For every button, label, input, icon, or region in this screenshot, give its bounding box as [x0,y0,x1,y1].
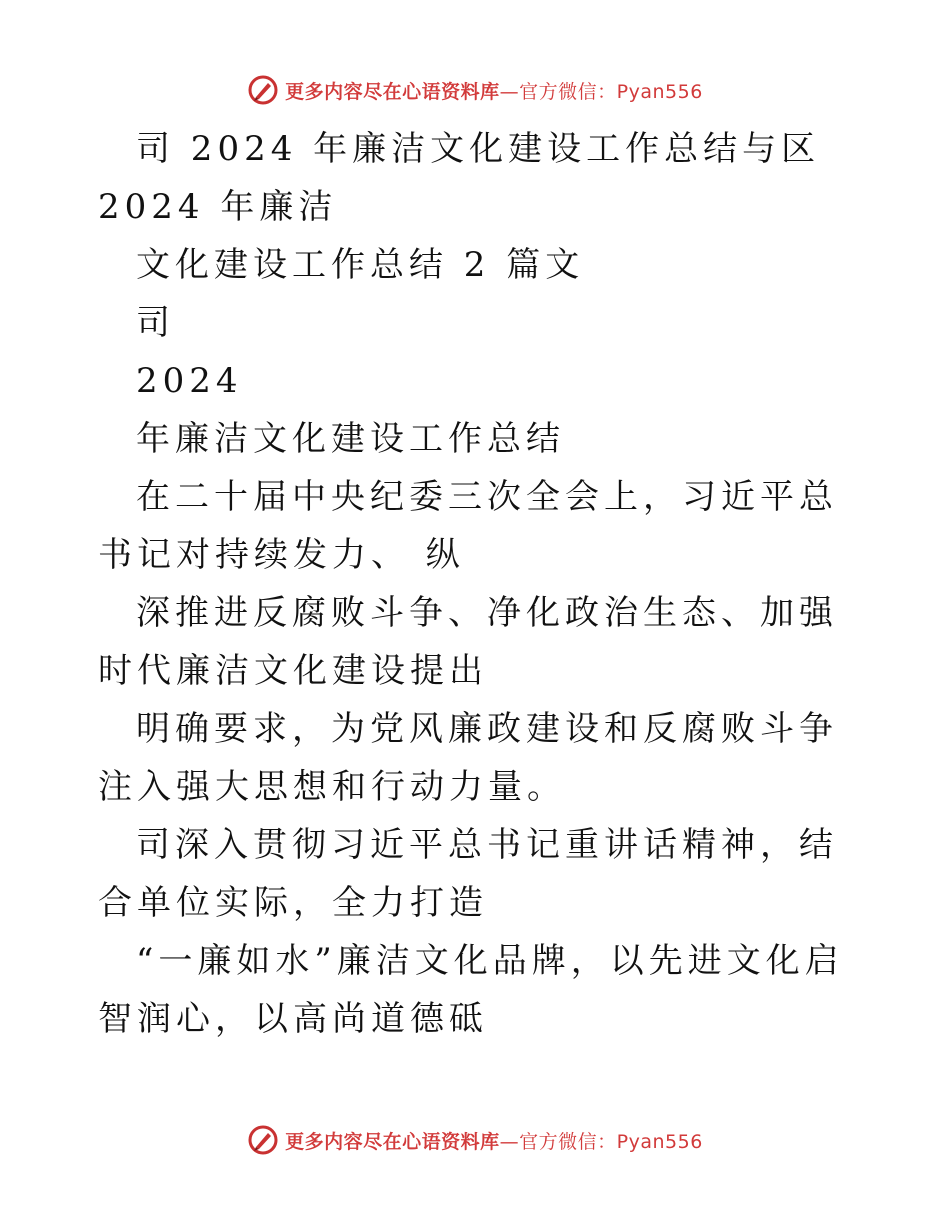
body-paragraph-2: 深推进反腐败斗争、净化政治生态、加强时代廉洁文化建设提出 [98,593,838,691]
watermark-title: 更多内容尽在心语资料库 [285,80,500,103]
watermark-wechat: 官方微信：Pyan556 [519,80,703,103]
watermark-header [0,70,950,110]
pen-logo-icon [247,74,279,106]
body-paragraph-5: “一廉如水”廉洁文化品牌，以先进文化启智润心，以高尚道德砥 [98,941,844,1039]
watermark-text [285,77,703,104]
title-line-4: 2024 [136,361,243,401]
title-line-3: 司 [136,303,175,343]
body-paragraph-1: 在二十届中央纪委三次全会上，习近平总书记对持续发力、 纵 [98,477,838,575]
title-line-2: 文化建设工作总结 2 篇文 [136,245,585,285]
pen-logo-icon [247,1124,279,1156]
body-paragraph-4: 司深入贯彻习近平总书记重讲话精神，结合单位实际，全力打造 [98,825,838,923]
watermark-wechat: 官方微信：Pyan556 [519,1130,703,1153]
watermark-footer [0,1120,950,1160]
watermark-text [285,1127,703,1154]
document-body [98,120,858,1048]
watermark-separator: — [499,80,520,103]
watermark-separator: — [499,1130,520,1153]
title-line-1: 司 2024 年廉洁文化建设工作总结与区 2024 年廉洁 [98,129,836,227]
title-line-5: 年廉洁文化建设工作总结 [136,419,565,459]
watermark-title: 更多内容尽在心语资料库 [285,1130,500,1153]
body-paragraph-3: 明确要求，为党风廉政建设和反腐败斗争注入强大思想和行动力量。 [98,709,838,807]
